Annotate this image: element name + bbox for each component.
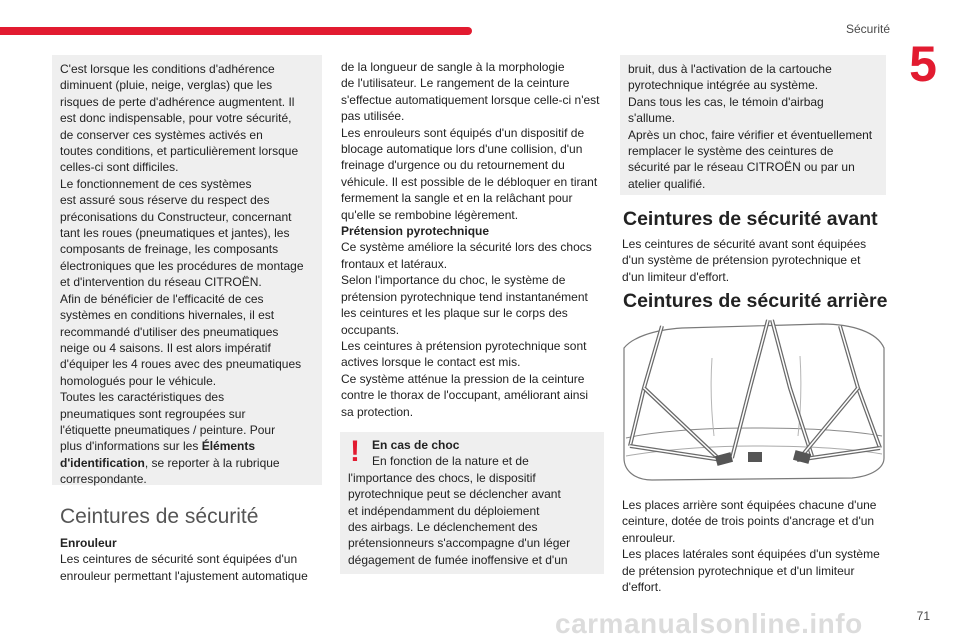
front-seatbelts-text: Les ceintures de sécurité avant sont équipées d'un système de prétension pyrotechnique et d'un limiteur d'effort. [622, 237, 867, 284]
enrouleur-section [60, 535, 322, 584]
enrouleur-title: Enrouleur [60, 536, 117, 550]
enrouleur-text: Les ceintures de sécurité sont équipées d'un enrouleur permettant l'ajustement automatique [60, 552, 308, 583]
crash-warning-box [340, 432, 604, 574]
header-red-bar [0, 27, 472, 35]
tyre-conditions-box [52, 55, 322, 485]
seatbelts-heading: Ceintures de sécurité [60, 505, 259, 528]
warning-title: En cas de choc [372, 438, 460, 452]
retractor-text: de la longueur de sangle à la morphologie de l'utilisateur. Le rangement de la ceinture s'effectue automatiquement lorsque celle-ci n'est pas utilisée. Les enrouleurs sont équipés d'un dispositif de blocage automatique lors d'une collision, d'un freinage d'urgence ou du retournement du véhicule. Il est possible de le débloquer en tirant fermement la sangle et en la relâchant pour qu'elle se rembobine légèrement. [341, 60, 600, 222]
rear-seat-illustration [622, 318, 886, 488]
chapter-number: 5 [909, 36, 937, 92]
warning-exclamation-icon: ! [350, 435, 360, 468]
front-seatbelts-heading: Ceintures de sécurité avant [623, 208, 878, 230]
column-2 [341, 59, 611, 420]
warning-text: l'importance des chocs, le dispositif pyrotechnique peut se déclencher avant et indépendamment du déploiement des airbags. Le déclenchement des prétensionneurs s'accompagne d'un léger dégagement de fumée inoffensive et d'un [348, 470, 571, 567]
pretension-text: Ce système améliore la sécurité lors des chocs frontaux et latéraux. Selon l'importance du choc, le système de prétension pyrotechnique tend instantanément les ceintures et les plaque sur le corps des occupants. Les ceintures à prétension pyrotechnique sont actives lorsque le contact est mis. [341, 240, 592, 370]
warning-first-line: En fonction de la nature et de [372, 454, 529, 469]
section-name: Sécurité [845, 22, 890, 36]
pyrotechnic-note-text: bruit, dus à l'activation de la cartouche pyrotechnique intégrée au système. Dans tous les cas, le témoin d'airbag s'allume. Après un choc, faire vérifier et éventuellement remplacer le système des ceintures de sécurité par le réseau CITROËN ou par un atelier qualifié. [628, 62, 873, 191]
rear-seatbelts-text: Les places arrière sont équipées chacune d'une ceinture, dotée de trois points d'ancrage et d'un enrouleur. Les places latérales sont équipées d'un système de prétension pyrotechnique et d'un limiteur d'effort. [622, 498, 880, 595]
tyre-conditions-text: C'est lorsque les conditions d'adhérence diminuent (pluie, neige, verglas) que les risques de perte d'adhérence augmentent. Il est donc indispensable, pour votre sécurité, de conserver ces systèmes activés en toutes conditions, et particulièrement lorsque celles-ci sont difficiles. Le fonctionnement de ces systèmes est assuré sous réserve du respect des préconisations du Constructeur, concernant tant les roues (pneumatiques et jantes), les composants de freinage, les composants électroniques que les procédures de montage et d'intervention du réseau CITROËN. Afin de bénéficier de l'efficacité de ces systèmes en conditions hivernales, il est recommandé d'utiliser des pneumatiques neige ou 4 saisons. Il est alors impératif d'équiper les 4 roues avec des pneumatiques homologués pour le véhicule. Toutes les caractéristiques des pneumatiques sont regroupées sur l'étiquette pneumatiques / peinture. Pour plus d'informations sur les Éléments d'identification, se reporter à la rubrique correspondante. [60, 62, 304, 487]
pretension-title: Prétension pyrotechnique [341, 224, 490, 239]
watermark: carmanualsonline.info [555, 608, 863, 639]
pyrotechnic-note-box [620, 55, 886, 195]
rear-seatbelts-heading: Ceintures de sécurité arrière [623, 290, 888, 312]
limiter-text: Ce système atténue la pression de la ceinture contre le thorax de l'occupant, améliorant ainsi sa protection. [341, 371, 589, 419]
page-number: 71 [916, 609, 930, 623]
